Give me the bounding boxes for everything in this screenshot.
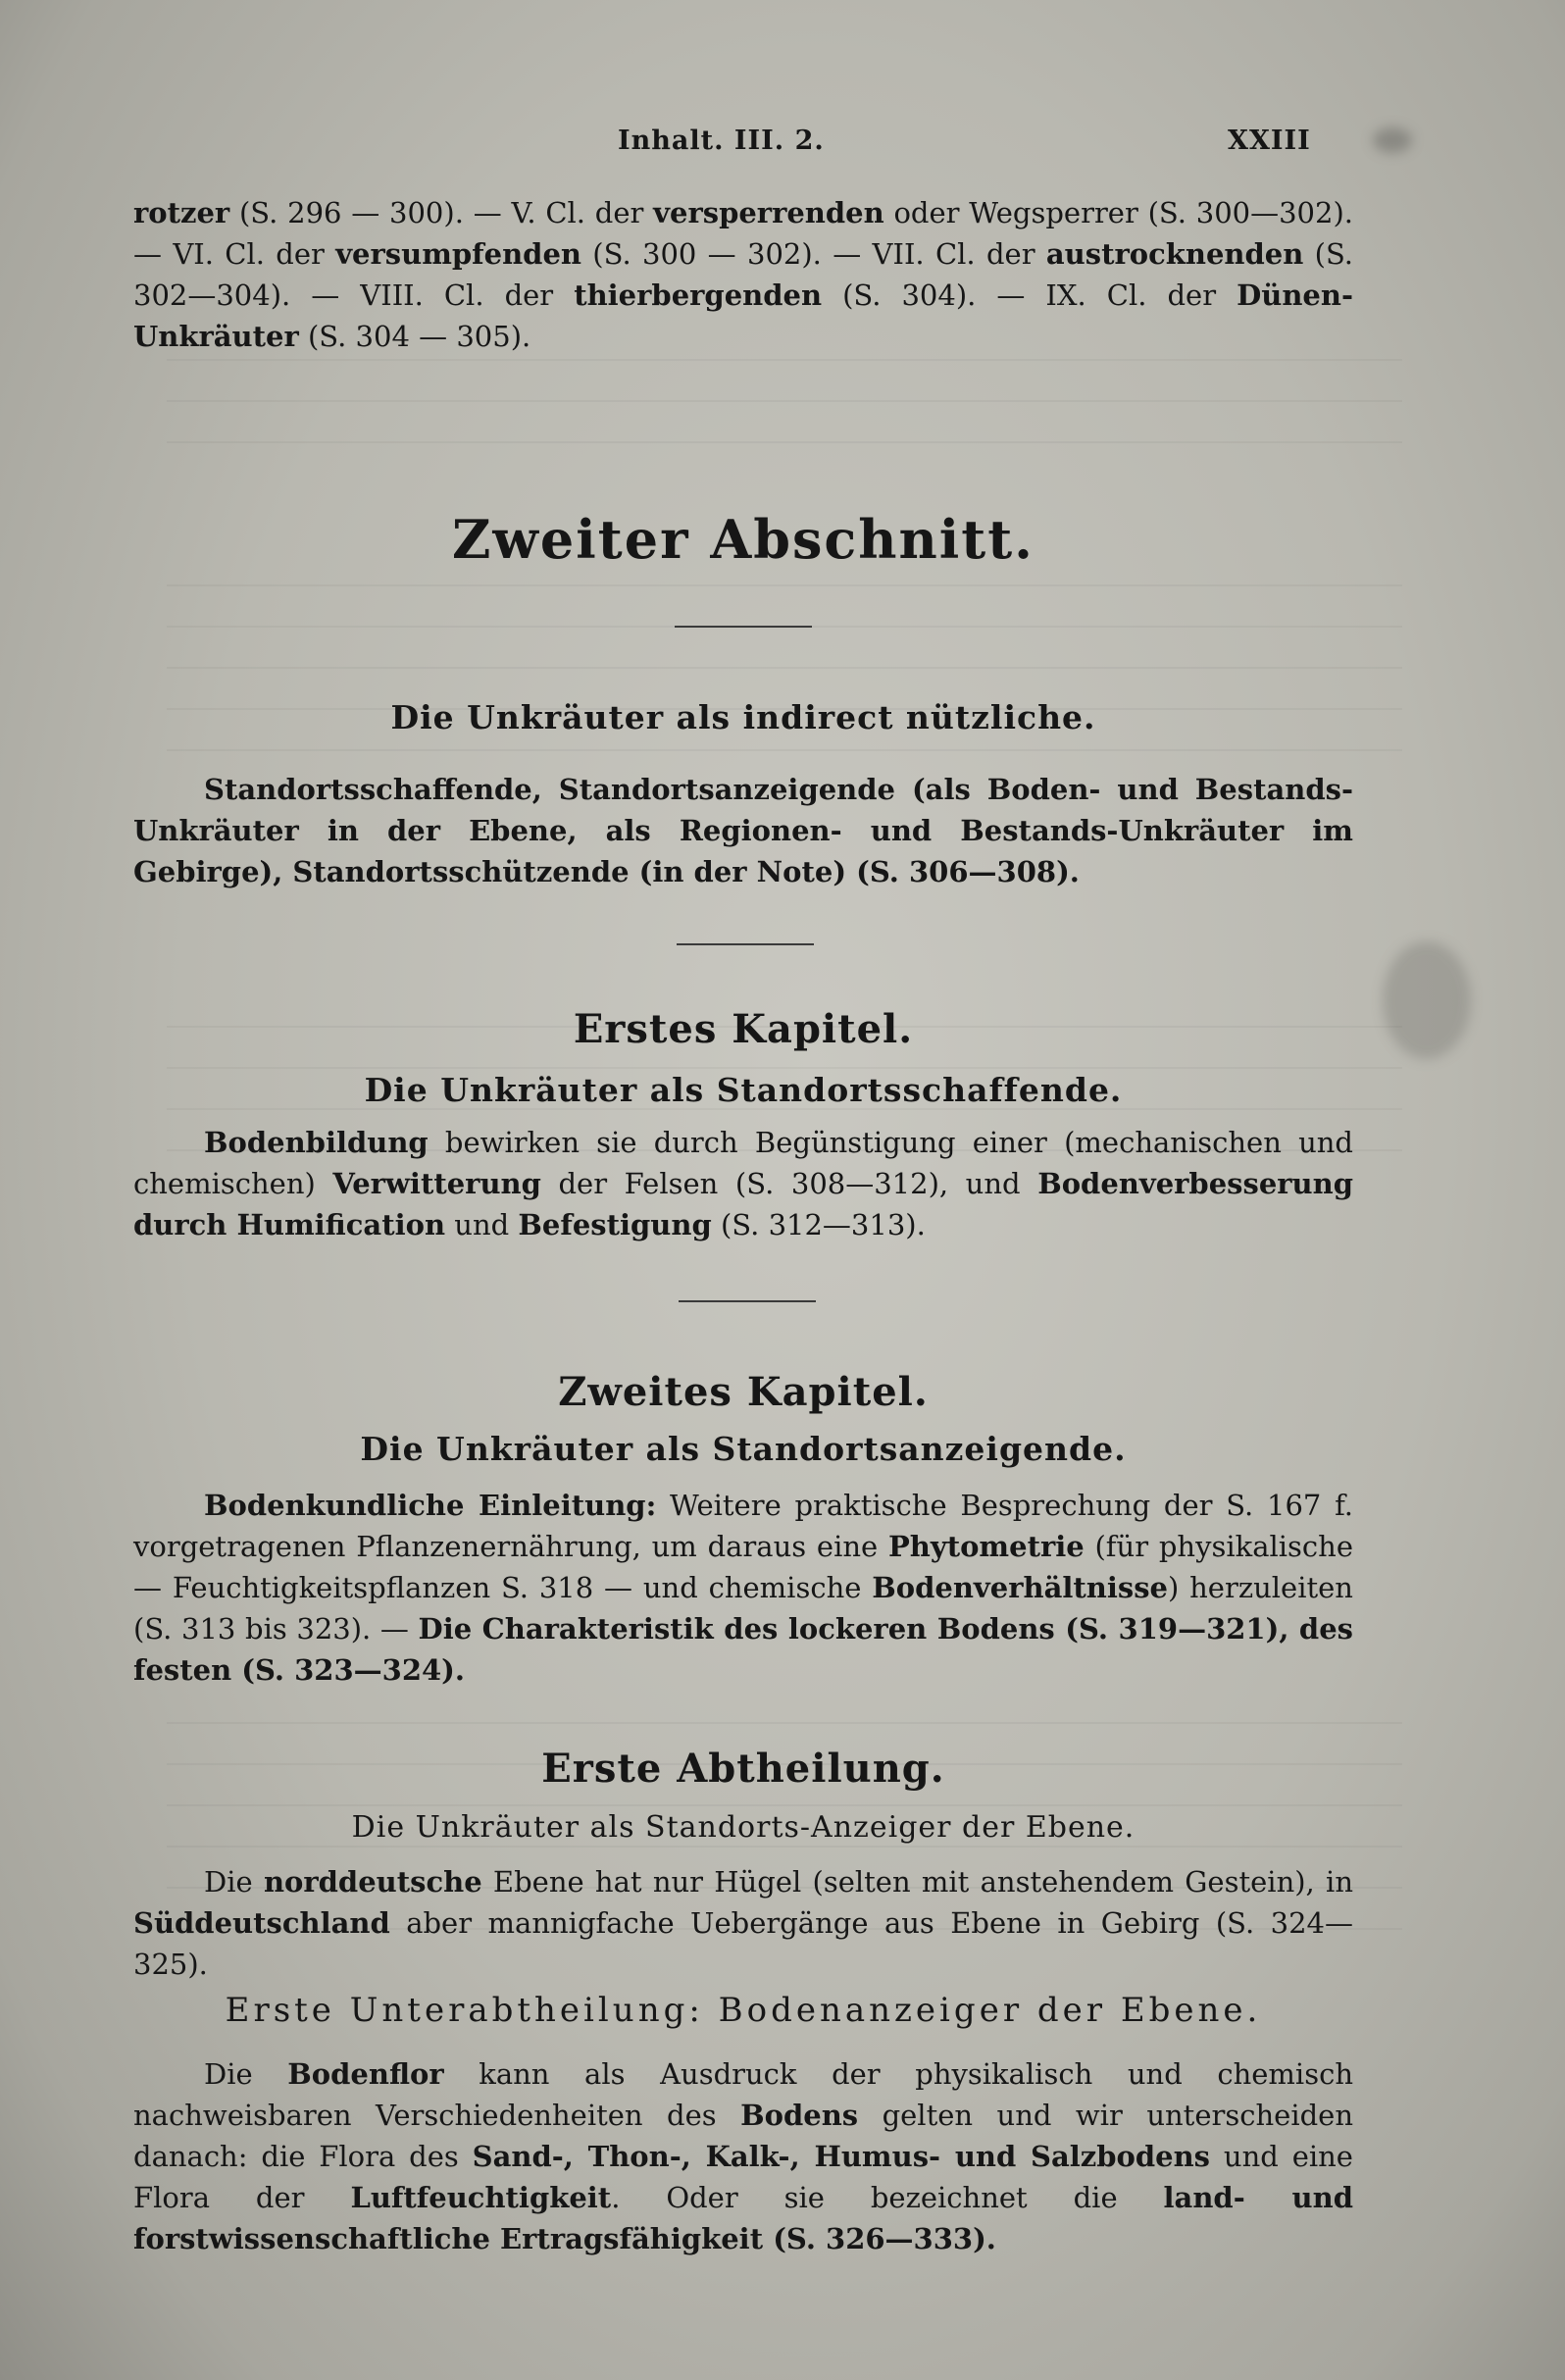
chapter-one-term: Bodenverbesserung durch Humification	[133, 1167, 1353, 1241]
divider-rule	[679, 1300, 816, 1302]
part-one-text: Ebene hat nur Hügel (selten mit anstehendem Gestein), in	[481, 1865, 1353, 1899]
chapter-one-term: Befestigung	[518, 1208, 712, 1241]
chapter-one-paragraph	[133, 1122, 1353, 1245]
chapter-one-subtitle: Die Unkräuter als Standortsschaffende.	[364, 1071, 1123, 1109]
chapter-one-text: bewirken sie durch Begünstigung einer (mechanischen und chemischen)	[133, 1126, 1353, 1200]
chapter-two-term: Die Charakteristik des lockeren Bodens (S. 319—321), des festen (S. 323—324).	[133, 1612, 1353, 1687]
chapter-one-text: und	[445, 1208, 519, 1241]
section-summary: Standortsschaffende, Standortsanzeigende (als Boden- und Bestands-Unkräuter in der Ebene, als Regionen- und Bestands-Unkräuter im Gebirge), Standortsschützende (in der Note) (S. 306—308).	[133, 773, 1353, 888]
subpart-one-paragraph	[133, 2053, 1353, 2259]
intro-text: (S. 304 — 305).	[298, 320, 531, 353]
intro-text: (S. 300 — 302). — VII. Cl. der	[581, 237, 1046, 271]
subpart-one-text: und eine Flora der	[133, 2140, 1353, 2214]
subpart-one-term: Sand-, Thon-, Kalk-, Humus- und Salzbodens	[472, 2140, 1211, 2173]
intro-term: Dünen-Unkräuter	[133, 279, 1353, 353]
running-header	[0, 126, 1565, 165]
chapter-two-text: Weitere praktische Besprechung der S. 167 f. vorgetragenen Pflanzenernährung, um daraus eine	[133, 1489, 1353, 1563]
part-one-subtitle: Die Unkräuter als Standorts-Anzeiger der Ebene.	[351, 1810, 1136, 1845]
intro-text: (S. 296 — 300). — V. Cl. der	[229, 196, 654, 229]
chapter-two-term: Bodenkundliche Einleitung:	[204, 1489, 657, 1522]
subpart-one-text: kann als Ausdruck der physikalisch und chemisch nachweisbaren Verschiedenheiten des	[133, 2057, 1353, 2132]
part-one-title: Erste Abtheilung.	[541, 1746, 945, 1792]
subpart-one-title: Erste Unterabtheilung: Bodenanzeiger der Ebene.	[225, 1991, 1262, 2030]
subpart-one-term: Luftfeuchtigkeit	[350, 2181, 612, 2214]
chapter-two-title: Zweites Kapitel.	[558, 1369, 929, 1415]
intro-text: (S. 302—304). — VIII. Cl. der	[133, 237, 1353, 312]
header-title: Inhalt. III. 2.	[618, 126, 825, 156]
stain-mark	[1383, 941, 1471, 1059]
chapter-two-subtitle: Die Unkräuter als Standortsanzeigende.	[360, 1430, 1127, 1468]
chapter-two-paragraph	[133, 1485, 1353, 1691]
part-one-text: aber mannigfache Uebergänge aus Ebene in Gebirg (S. 324—325).	[133, 1906, 1353, 1981]
part-one-text: Die	[204, 1865, 264, 1899]
chapter-two-text: (für physikalische — Feuchtigkeitspflanzen S. 318 — und chemische	[133, 1530, 1353, 1604]
subpart-one-text: Die	[204, 2057, 288, 2091]
chapter-one-text: der Felsen (S. 308—312), und	[540, 1167, 1038, 1200]
intro-text: (S. 304). — IX. Cl. der	[822, 279, 1237, 312]
divider-rule	[677, 943, 814, 945]
intro-term: thierbergenden	[574, 279, 823, 312]
section-title: Zweiter Abschnitt.	[452, 508, 1035, 571]
section-subtitle: Die Unkräuter als indirect nützliche.	[390, 698, 1096, 736]
subpart-one-term: Bodenflor	[287, 2057, 444, 2091]
part-one-paragraph	[133, 1861, 1353, 1985]
chapter-two-term: Phytometrie	[887, 1530, 1085, 1563]
chapter-one-title: Erstes Kapitel.	[573, 1006, 914, 1052]
chapter-two-text: ) herzuleiten (S. 313 bis 323). —	[133, 1571, 1353, 1646]
intro-term: versumpfenden	[335, 237, 581, 271]
chapter-one-text: (S. 312—313).	[711, 1208, 926, 1241]
subpart-one-term: land- und forstwissenschaftliche Ertragsfähigkeit (S. 326—333).	[133, 2181, 1353, 2255]
intro-text: oder Wegsperrer (S. 300—302). — VI. Cl. der	[133, 196, 1353, 271]
chapter-two-term: Bodenverhältnisse	[872, 1571, 1168, 1604]
page-number: XXIII	[1228, 126, 1311, 156]
subpart-one-term: Bodens	[740, 2099, 859, 2132]
chapter-one-term: Verwitterung	[332, 1167, 541, 1200]
subpart-one-text: gelten und wir unterscheiden danach: die Flora des	[133, 2099, 1354, 2173]
intro-term: rotzer	[133, 196, 230, 229]
subpart-one-text: . Oder sie bezeichnet die	[611, 2181, 1164, 2214]
part-one-term: norddeutsche	[263, 1865, 482, 1899]
intro-term: versperrenden	[653, 196, 884, 229]
part-one-term: Süddeutschland	[133, 1906, 390, 1940]
chapter-one-term: Bodenbildung	[204, 1126, 429, 1159]
intro-term: austrocknenden	[1045, 237, 1304, 271]
divider-rule	[675, 626, 812, 628]
intro-paragraph	[133, 192, 1353, 357]
